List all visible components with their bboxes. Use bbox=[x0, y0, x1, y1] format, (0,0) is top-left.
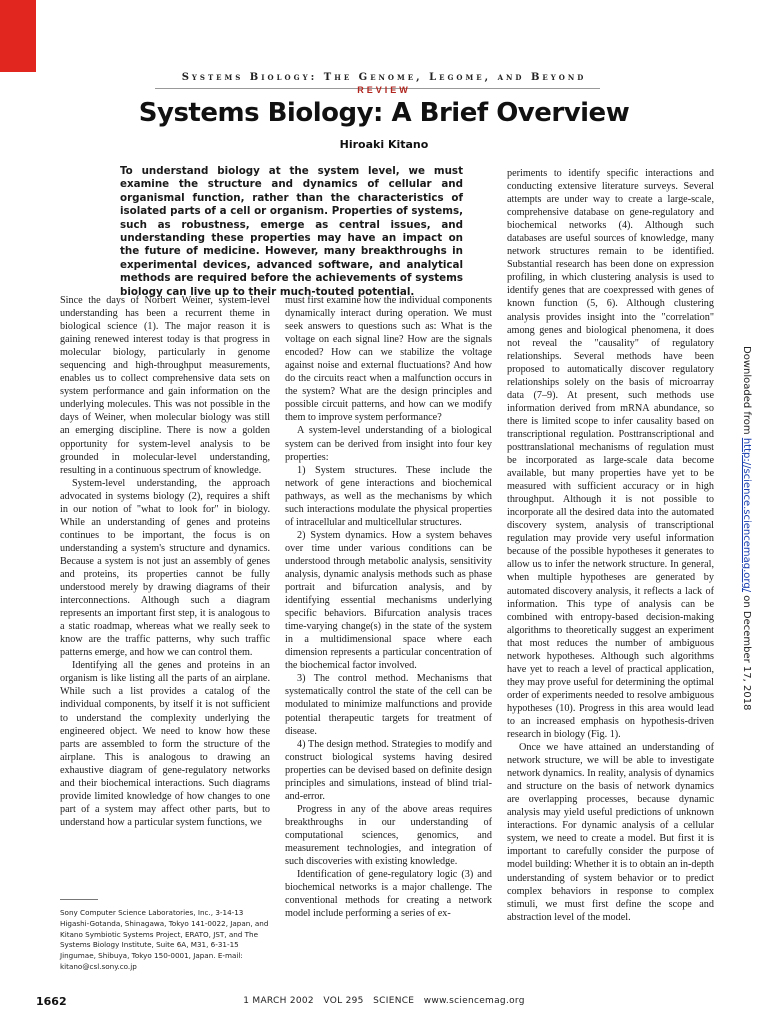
body-column-3 bbox=[507, 167, 714, 977]
paragraph: Identifying all the genes and proteins in an organism is like listing all the parts of an airplane. While such a list provides a catalog of the individual components, by itself it is not sufficient to understand the complexity underlying the engineered object. We need to know how these parts are assembled to form the structure of the airplane. This is analogous to drawing an exhaustive diagram of gene-regulatory networks and their biochemical interactions. Such diagrams provide limited knowledge of how changes to one part of a system may affect other parts, but to understand how a particular system functions, we bbox=[60, 660, 270, 828]
affiliation-divider bbox=[60, 899, 98, 900]
red-corner-tab bbox=[0, 0, 36, 72]
paragraph: 4) The design method. Strategies to modify and construct biological systems having desired properties can be devised based on definite design principles and simulations, instead of blind trial-and-error. bbox=[285, 738, 492, 802]
paragraph: 1) System structures. These include the network of gene interactions and biochemical pathways, as well as the mechanisms by which such interactions modulate the physical properties of intracellular and multicellular structures. bbox=[285, 464, 492, 528]
download-prefix: Downloaded from bbox=[741, 346, 752, 438]
paragraph: Since the days of Norbert Weiner, system-level understanding has been a recurrent theme in biological science (1). The major reason it is gaining renewed interest today is that progress in molecular biology, particularly in genome sequencing and high-throughput measurements, enables us to collect comprehensive data sets on system performance and gain information on the underlying molecules. This was not possible in the days of Weiner, when molecular biology was still an emerging discipline. There is now a golden opportunity for system-level analysis to be grounded in molecular-level understanding, resulting in a continuous spectrum of knowledge. bbox=[60, 295, 270, 476]
paragraph: Progress in any of the above areas requires breakthroughs in our understanding of computational sciences, genomics, and measurement technologies, and integration of such discoveries with existing knowledge. bbox=[285, 803, 492, 868]
paragraph: 2) System dynamics. How a system behaves over time under various conditions can be understood through metabolic analysis, sensitivity analysis, dynamic analysis methods such as phase portrait and bifurcation analysis, and by identifying essential mechanisms underlying specific behaviors. Bifurcation analysis traces time-varying change(s) in the state of the system in a multidimensional space where each dimension represents a particular concentration of the biochemical factor involved. bbox=[285, 529, 492, 672]
body-column-1 bbox=[60, 294, 270, 828]
author-affiliation: Sony Computer Science Laboratories, Inc., 3-14-13 Higashi-Gotanda, Shinagawa, Tokyo 141-0022, Japan, and Kitano Symbiotic Systems Project, ERATO, JST, and The Systems Biology Institute, Suite 6A, M31, 6-31-15 Jingumae, Shibuya, Tokyo 150-0001, Japan. E-mail: kitano@csl.sony.co.jp bbox=[60, 908, 269, 971]
download-notice bbox=[741, 346, 752, 711]
section-label: REVIEW bbox=[357, 85, 411, 95]
page-number: 1662 bbox=[36, 995, 67, 1008]
download-suffix: on December 17, 2018 bbox=[741, 592, 752, 711]
paragraph: must first examine how the individual components dynamically interact during operation. We must seek answers to questions such as: What is the voltage on each signal line? How are the signals encoded? How can we stabilize the voltage against noise and external fluctuations? And how do the circuits react when a malfunction occurs in the system? What are the design principles and possible circuit patterns, and how can we modify them to improve system performance? bbox=[285, 295, 492, 424]
abstract: To understand biology at the system level, we must examine the structure and dynamics of cellular and organismal function, rather than the characteristics of isolated parts of a cell or organism. Properties of systems, such as robustness, emerge as central issues, and understanding these properties may have an impact on the future of medicine. However, many breakthroughs in experimental devices, advanced software, and analytical methods are required before the achievements of systems biology can live up to their much-touted potential. bbox=[120, 165, 463, 298]
footer-citation: 1 MARCH 2002 VOL 295 SCIENCE www.sciencemag.org bbox=[243, 996, 525, 1006]
series-heading: Systems Biology: The Genome, Legome, and Beyond bbox=[181, 72, 587, 83]
author-name: Hiroaki Kitano bbox=[339, 138, 429, 151]
paragraph: periments to identify specific interactions and conducting extensive literature surveys. Several attempts are under way to create a large-scale, comprehensive database on gene-regulatory and biochemical networks (4). Although such databases are useful sources of knowledge, many network structures remain to be identified. Substantial research has been done on expression profiling, in which clustering analysis is used to identify genes that are coexpressed with genes of known function (5, 6). Although clustering analysis provides insight into the "correlation" among genes and biological phenomena, it does not reveal the "causality" of regulatory relationships. Several methods have been proposed to automatically discover regulatory relationships solely on the basis of microarray data (7–9). At present, such methods use information derived from mRNA abundance, so there is limited scope to infer causality based on transcriptional regulation. Posttranscriptional and posttranslational mechanisms of regulation must be incorporated as large-scale data become available, but many properties have yet to be measured with sufficient accuracy or in high throughput. Although it is not possible to incorporate all the desired data into the automated discovery system, analysis of transcriptional regulation may provide very useful information because of the possible hypotheses it generates to allow us to infer the network structure. In general, when multiple hypotheses are generated by automated discovery analysis, it reflects a lack of information. This type of analysis can be combined with entropy-based decision-making algorithms to theoretically suggest an experiment that most reduces the number of ambiguous network hypotheses. Although such algorithms have yet to reach a level of practical application, they may prove useful for determining the optimal order of experiments needed to resolve ambiguous hypotheses (10). Progress in this area would lead to an increased emphasis on hypothesis-driven research in biology (Fig. 1). bbox=[507, 168, 714, 741]
download-link[interactable]: http://science.sciencemag.org/ bbox=[741, 437, 752, 593]
article-title: Systems Biology: A Brief Overview bbox=[138, 98, 630, 128]
paragraph: System-level understanding, the approach advocated in systems biology (2), requires a shift in our notion of "what to look for" in biology. While an understanding of genes and proteins continues to be important, the focus is on understanding a system's structure and dynamics. Because a system is not just an assembly of genes and proteins, its properties cannot be fully understood merely by drawing diagrams of their interconnections. Although such a diagram represents an important first step, it is analogous to a static roadmap, whereas what we really seek to know are the traffic patterns, why such traffic patterns emerge, and how we can control them. bbox=[60, 477, 270, 659]
paragraph: A system-level understanding of a biological system can be derived from insight into four key properties: bbox=[285, 425, 492, 463]
paragraph: Identification of gene-regulatory logic (3) and biochemical networks is a major challenge. The conventional methods for creating a network model include performing a series of ex- bbox=[285, 869, 492, 920]
paragraph: Once we have attained an understanding of network structure, we will be able to investigate network dynamics. In reality, analysis of dynamics and structure on the basis of network dynamics are overlapping processes, because dynamic analysis may yield useful predictions of unknown interactions. For dynamic analysis of a cellular system, we need to create a model. But first it is important to carefully consider the purpose of model building: Whether it is to obtain an in-depth understanding of system behavior or to predict complex behaviors in response to complex stimuli, we must first define the scope and abstraction level of the model. bbox=[507, 742, 714, 923]
body-column-2 bbox=[285, 294, 492, 970]
paragraph: 3) The control method. Mechanisms that systematically control the state of the cell can be modulated to minimize malfunctions and provide potential therapeutic targets for treatment of disease. bbox=[285, 673, 492, 737]
